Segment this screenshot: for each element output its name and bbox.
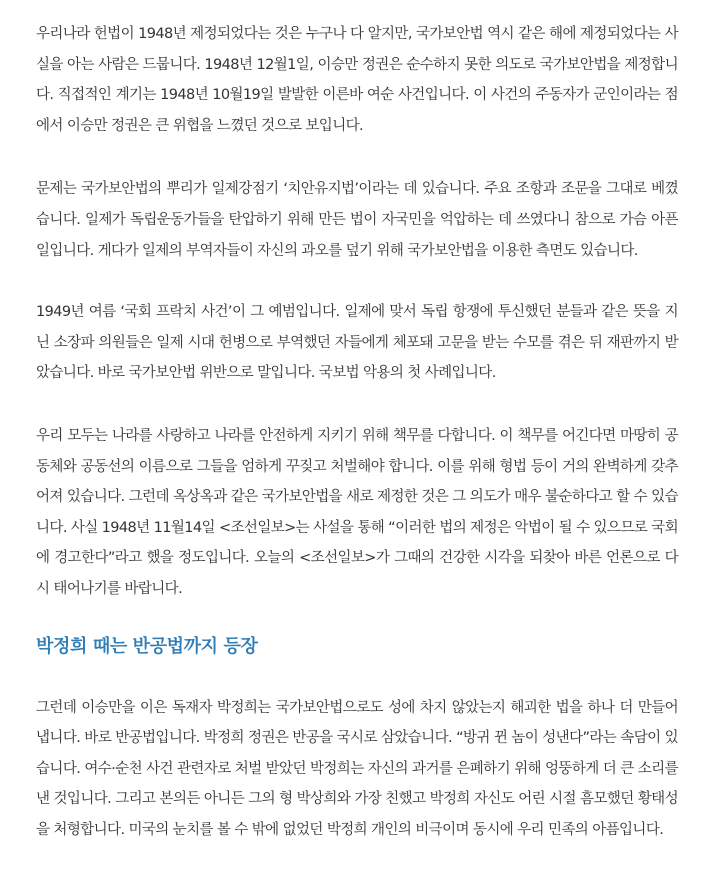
section-heading: 박정희 때는 반공법까지 등장 [36, 635, 258, 657]
paragraph-1: 우리나라 헌법이 1948년 제정되었다는 것은 누구나 다 알지만, 국가보안법 역시 같은 해에 제정되었다는 사실을 아는 사람은 드뭅니다. 1948년 12월1일, 이승만 정권은 순수하지 못한 의도로 국가보안법을 제정합니다. 직접적인 계기는 1948년 10월19일 발발한 이른바 여순 사건입니다. 이 사건의 주동자가 군인이라는 점에서 이승만 정권은 큰 위협을 느꼈던 것으로 보입니다. [36, 26, 678, 134]
paragraph-2: 문제는 국가보안법의 뿌리가 일제강점기 ‘치안유지법’이라는 데 있습니다. 주요 조항과 조문을 그대로 베꼈습니다. 일제가 독립운동가들을 탄압하기 위해 만든 법이 자국민을 억압하는 데 쓰였다니 참으로 가슴 아픈 일입니다. 게다가 일제의 부역자들이 자신의 과오를 덮기 위해 국가보안법을 이용한 측면도 있습니다. [36, 181, 678, 259]
paragraph-3: 1949년 여름 ‘국회 프락치 사건’이 그 예범입니다. 일제에 맞서 독립 항쟁에 투신했던 분들과 같은 뜻을 지닌 소장파 의원들은 일제 시대 헌병으로 부역했던 자들에게 체포돼 고문을 받는 수모를 겪은 뒤 재판까지 받았습니다. 바로 국가보안법 위반으로 말입니다. 국보법 악용의 첫 사례입니다. [36, 304, 678, 382]
paragraph-4: 우리 모두는 나라를 사랑하고 나라를 안전하게 지키기 위해 책무를 다합니다. 이 책무를 어긴다면 마땅히 공동체와 공동선의 이름으로 그들을 엄하게 꾸짖고 처벌해야 합니다. 이를 위해 형법 등이 거의 완벽하게 갖추어져 있습니다. 그런데 옥상옥과 같은 국가보안법을 새로 제정한 것은 그 의도가 매우 불순하다고 할 수 있습니다. 사실 1948년 11월14일 <조선일보>는 사설을 통해 “이러한 법의 제정은 악법이 될 수 있으므로 국회에 경고한다”라고 했을 정도입니다. 오늘의 <조선일보>가 그때의 건강한 시각을 되찾아 바른 언론으로 다시 태어나기를 바랍니다. [36, 427, 678, 597]
paragraph-5: 그런데 이승만을 이은 독재자 박정희는 국가보안법으로도 성에 차지 않았는지 해괴한 법을 하나 더 만들어냅니다. 바로 반공법입니다. 박정희 정권은 반공을 국시로 삼았습니다. “방귀 뀐 놈이 성낸다”라는 속담이 있습니다. 여수·순천 사건 관련자로 처벌 받았던 박정희는 자신의 과거를 은폐하기 위해 엉뚱하게 더 큰 소리를 낸 것입니다. 그리고 본의든 아니든 그의 형 박상희와 가장 친했고 박정희 자신도 어린 시절 흠모했던 황태성을 처형합니다. 미국의 눈치를 볼 수 밖에 없었던 박정희 개인의 비극이며 동시에 우리 민족의 아픔입니다. [36, 699, 678, 838]
